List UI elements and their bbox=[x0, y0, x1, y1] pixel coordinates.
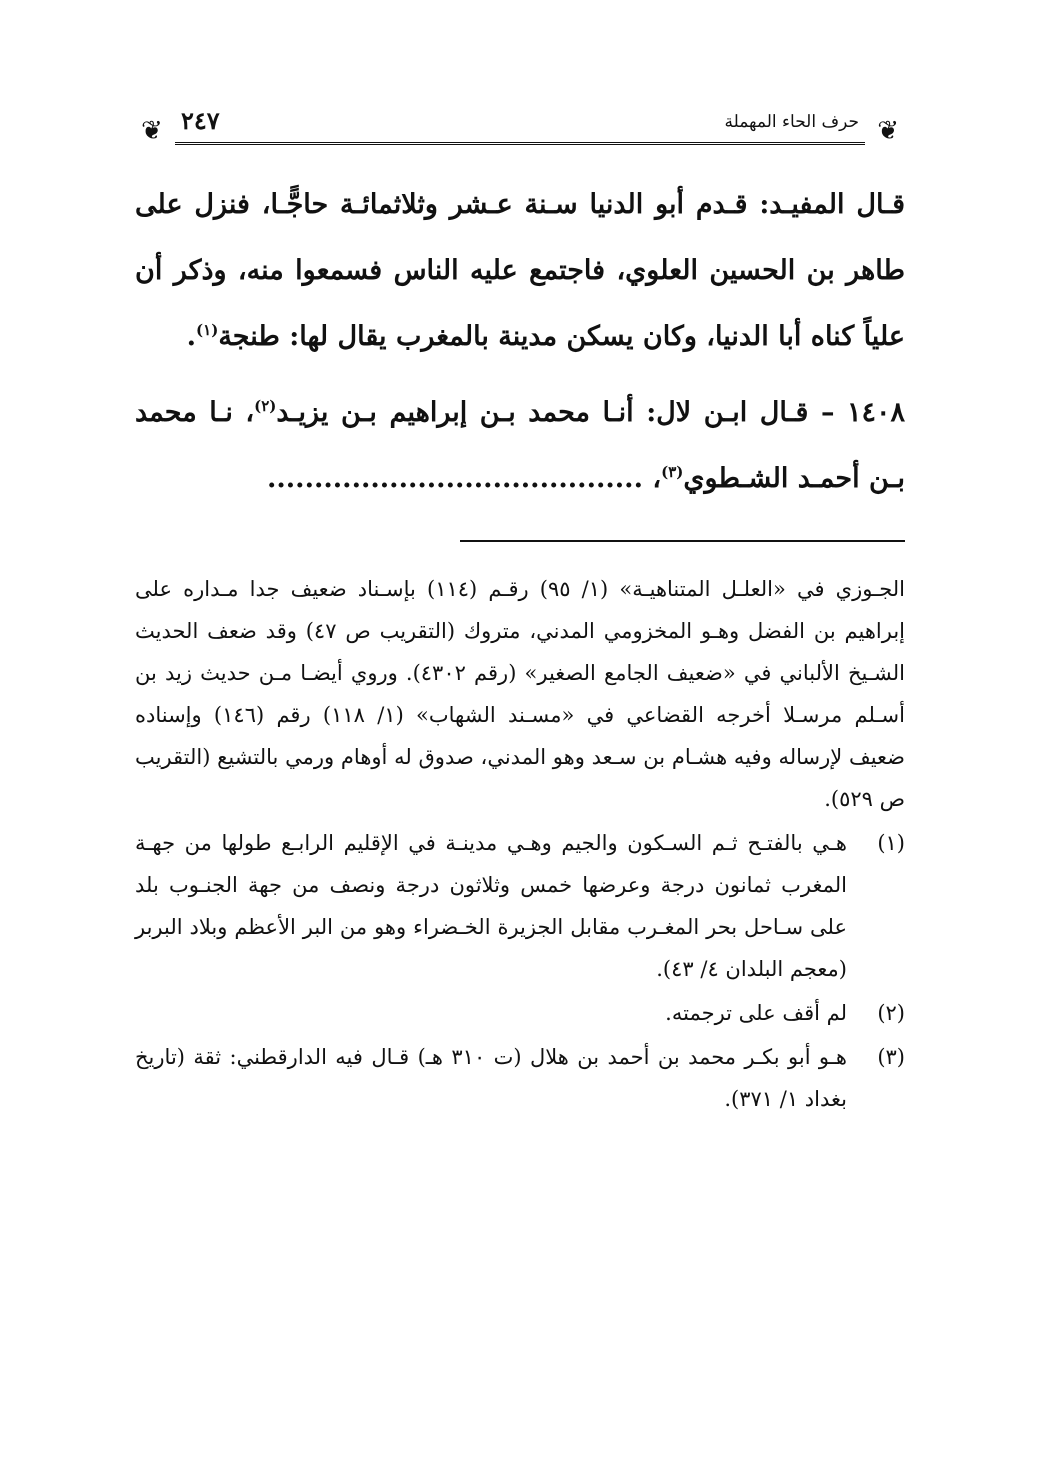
main-paragraph-2 bbox=[135, 380, 905, 512]
running-header bbox=[135, 106, 905, 152]
footnote-separator bbox=[460, 540, 905, 542]
left-ornament-icon: ❦ bbox=[141, 116, 163, 146]
footnote-number-2: (٢) bbox=[877, 1001, 905, 1025]
footnote-ref-2: (٢) bbox=[254, 397, 277, 415]
paragraph-2-text-a: ١٤٠٨ – قـال ابـن لال: أنـا محمد بـن إبراهيم بـن يزيـد bbox=[276, 397, 905, 428]
footnote-number-3: (٣) bbox=[877, 1045, 905, 1069]
chapter-title: حرف الحاء المهملة bbox=[720, 112, 863, 132]
footnote-continuation: الجـوزي في «العلـل المتناهيـة» (١/ ٩٥) رقـم (١١٤) بإسـناد ضعيف جدا مـداره على إبراهيم بن الفضل وهـو المخزومي المدني، متروك (التقريب ص ٤٧) وقد ضعف الحديث الشـيخ الألباني في «ضعيف الجامع الصغير» (رقم ٤٣٠٢). وروي أيضـا مـن حديث زيد بن أسـلم مرسـلا أخرجه القضاعي في «مسـند الشهاب» (١/ ١١٨) رقم (١٤٦) وإسناده ضعيف لإرساله وفيه هشـام بن سـعد وهو المدني، صدوق له أوهام ورمي بالتشيع (التقريب ص ٥٢٩). bbox=[135, 577, 905, 811]
footnote-text-1: هـي بالفتـح ثـم السـكون والجيم وهـي مدينـة في الإقليم الرابـع طولها من جهـة المغرب ثمانون درجة وعرضها خمس وثلاثون درجة ونصف من جهة الجنـوب بلد على سـاحل بحر المغـرب مقابل الجزيرة الخـضراء وهو من البر الأعظم وبلاد البربر (معجم البلدان ٤/ ٤٣). bbox=[135, 831, 847, 981]
footnote-ref-3: (٣) bbox=[661, 463, 684, 481]
footnote-text-2: لم أقف على ترجمته. bbox=[665, 1001, 847, 1025]
paragraph-2-text-c: ، ........................................ bbox=[266, 463, 662, 494]
main-paragraph-1 bbox=[135, 172, 905, 370]
footnote-text-3: هـو أبو بكـر محمد بن أحمد بن هلال (ت ٣١٠ هـ) قـال فيه الدارقطني: ثقة (تاريخ بغداد ١/ ٣٧١). bbox=[135, 1045, 847, 1111]
footnote-ref-1: (١) bbox=[196, 321, 219, 339]
footnotes bbox=[135, 568, 905, 1120]
right-ornament-icon: ❦ bbox=[877, 116, 899, 146]
page-number: ٢٤٧ bbox=[177, 106, 224, 135]
footnote-item-3 bbox=[135, 1036, 905, 1120]
footnote-item-1 bbox=[135, 822, 905, 990]
header-rule bbox=[175, 142, 865, 145]
paragraph-1-text: قـال المفيـد: قـدم أبو الدنيا سـنة عـشر وثلاثمائـة حاجًّـا، فنزل على طاهر بن الحسين العلوي، فاجتمع عليه الناس فسمعوا منه، وذكر أن علياً كناه أبا الدنيا، وكان يسكن مدينة بالمغرب يقال لها: طنجة bbox=[135, 189, 905, 352]
footnote-item-2 bbox=[135, 992, 905, 1034]
paragraph-2-text-b: ، نـا محمد بـن أحمـد الشـطوي bbox=[135, 397, 905, 494]
paragraph-1-end: . bbox=[186, 321, 197, 352]
footnote-number-1: (١) bbox=[877, 831, 905, 855]
main-text bbox=[135, 172, 905, 512]
